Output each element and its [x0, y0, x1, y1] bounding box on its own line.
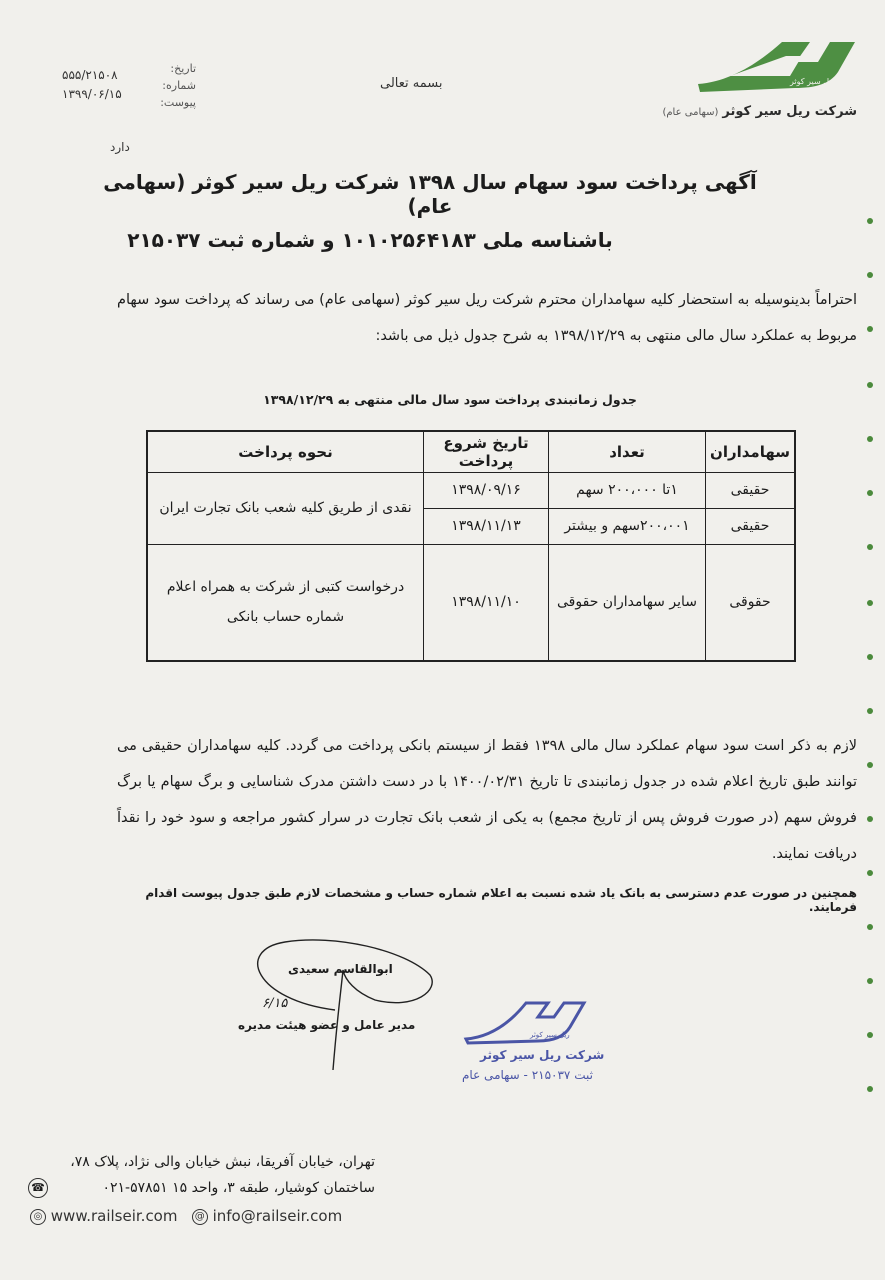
margin-dot	[867, 762, 873, 768]
margin-dot	[867, 978, 873, 984]
intro-paragraph: احتراماً بدینوسیله به استحضار کلیه سهامداران محترم شرکت ریل سیر کوثر (سهامی عام) می رساند که پرداخت سود سهام مربوط به عملکرد سال مالی منتهی به ۱۳۹۸/۱۲/۲۹ به شرح جدول ذیل می باشد:	[117, 292, 857, 344]
header-method: نحوه پرداخت	[147, 431, 424, 473]
margin-dot	[867, 600, 873, 606]
stamp-logo-caption: ریل سیر کوثر	[530, 1031, 570, 1039]
margin-dot	[867, 924, 873, 930]
address-line-1: تهران، خیابان آفریقا، نبش خیابان والی نژاد، پلاک ۷۸،	[70, 1154, 375, 1170]
cell-start-date: ۱۳۹۸/۱۱/۱۰	[424, 544, 549, 661]
bismillah: بسمه تعالی	[380, 76, 443, 91]
margin-dot	[867, 816, 873, 822]
handwritten-date: ۶/۱۵	[262, 996, 288, 1011]
margin-dot	[867, 654, 873, 660]
company-stamp	[460, 995, 610, 1050]
company-logo	[690, 22, 860, 102]
company-name: شرکت ریل سیر کوثر(سهامی عام)	[662, 104, 857, 119]
email-icon: @	[192, 1209, 208, 1225]
phone-icon: ☎	[28, 1178, 48, 1198]
letter-meta-values	[62, 66, 142, 104]
letter-date: ۱۳۹۹/۰۶/۱۵	[62, 87, 122, 101]
margin-dot	[867, 1032, 873, 1038]
table-caption: جدول زمانبندی پرداخت سود سال مالی منتهی به ۱۳۹۸/۱۲/۲۹	[263, 392, 637, 407]
globe-icon: ◎	[30, 1209, 46, 1225]
attachment-label: پیوست:	[160, 96, 196, 109]
table-header-row	[147, 431, 795, 473]
cell-method-legal: درخواست کتبی از شرکت به همراه اعلام شماره حساب بانکی	[147, 544, 424, 661]
body-paragraph: لازم به ذکر است سود سهام عملکرد سال مالی ۱۳۹۸ فقط از سیستم بانکی پرداخت می گردد. کلیه سهامداران حقیقی می توانند طبق تاریخ اعلام شده در جدول زمانبندی تا تاریخ ۱۴۰۰/۰۲/۳۱ با در دست داشتن مدرک شناسایی و برگ سهام یا برگ فروش سهم (در صورت فروش پس از تاریخ مجمع) به یکی از شعب بانک تجارت در سرار کشور مراجعه و سود خود را نقداً دریافت نمایند.	[117, 738, 858, 862]
cell-count: سایر سهامداران حقوقی	[549, 544, 706, 661]
email-link[interactable]: info@railseir.com	[212, 1207, 343, 1225]
signer-title: مدیر عامل و عضو هیئت مدیره	[238, 1018, 416, 1032]
company-type: (سهامی عام)	[662, 107, 719, 118]
margin-dot	[867, 326, 873, 332]
letter-number: ۵۵۵/۲۱۵۰۸	[62, 68, 118, 82]
cell-shareholders: حقوقی	[706, 544, 796, 661]
note-paragraph: همچنین در صورت عدم دسترسی به بانک یاد شده نسبت به اعلام شماره حساب و مشخصات لازم طبق جدول پیوست اقدام فرمایند.	[145, 886, 857, 914]
handwritten-signature	[225, 930, 445, 1080]
margin-dot	[867, 436, 873, 442]
cell-count: ۱تا ۲۰۰،۰۰۰ سهم	[549, 473, 706, 509]
header-shareholders: سهامداران	[706, 431, 796, 473]
table-row	[147, 473, 795, 509]
margin-dot	[867, 1086, 873, 1092]
table-row	[147, 544, 795, 661]
date-label: تاریخ:	[170, 62, 196, 75]
signer-name: ابوالقاسم سعیدی	[288, 962, 393, 976]
payment-schedule-table	[146, 430, 796, 662]
address-line-2: ساختمان کوشیار، طبقه ۳، واحد ۱۵ ۵۷۸۵۱-۰۲۱	[102, 1180, 375, 1196]
number-label: شماره:	[162, 79, 196, 92]
margin-dot	[867, 490, 873, 496]
letter-meta-labels	[150, 60, 196, 111]
contact-line	[30, 1207, 342, 1225]
margin-dot	[867, 382, 873, 388]
notice-subtitle: باشناسه ملی ۱۰۱۰۲۵۶۴۱۸۳ و شماره ثبت ۲۱۵۰۳۷	[127, 228, 613, 252]
cell-start-date: ۱۳۹۸/۱۱/۱۳	[424, 508, 549, 544]
margin-dot	[867, 708, 873, 714]
attachment-value: دارد	[110, 140, 130, 154]
header-start-date: تاریخ شروع پرداخت	[424, 431, 549, 473]
logo-caption: ریل سیر کوثر	[790, 77, 836, 86]
stamp-registration: ثبت ۲۱۵۰۳۷ - سهامی عام	[462, 1068, 593, 1082]
margin-dot	[867, 870, 873, 876]
website-link[interactable]: www.railseir.com	[50, 1207, 178, 1225]
cell-shareholders: حقیقی	[706, 473, 796, 509]
margin-dot	[867, 272, 873, 278]
cell-count: ۲۰۰،۰۰۱سهم و بیشتر	[549, 508, 706, 544]
header-count: تعداد	[549, 431, 706, 473]
stamp-company-name: شرکت ریل سیر کوثر	[480, 1048, 605, 1062]
margin-dot	[867, 544, 873, 550]
cell-start-date: ۱۳۹۸/۰۹/۱۶	[424, 473, 549, 509]
margin-dot	[867, 218, 873, 224]
cell-method-natural: نقدی از طریق کلیه شعب بانک تجارت ایران	[147, 473, 424, 545]
notice-title: آگهی پرداخت سود سهام سال ۱۳۹۸ شرکت ریل سیر کوثر (سهامی عام)	[103, 170, 757, 218]
cell-shareholders: حقیقی	[706, 508, 796, 544]
